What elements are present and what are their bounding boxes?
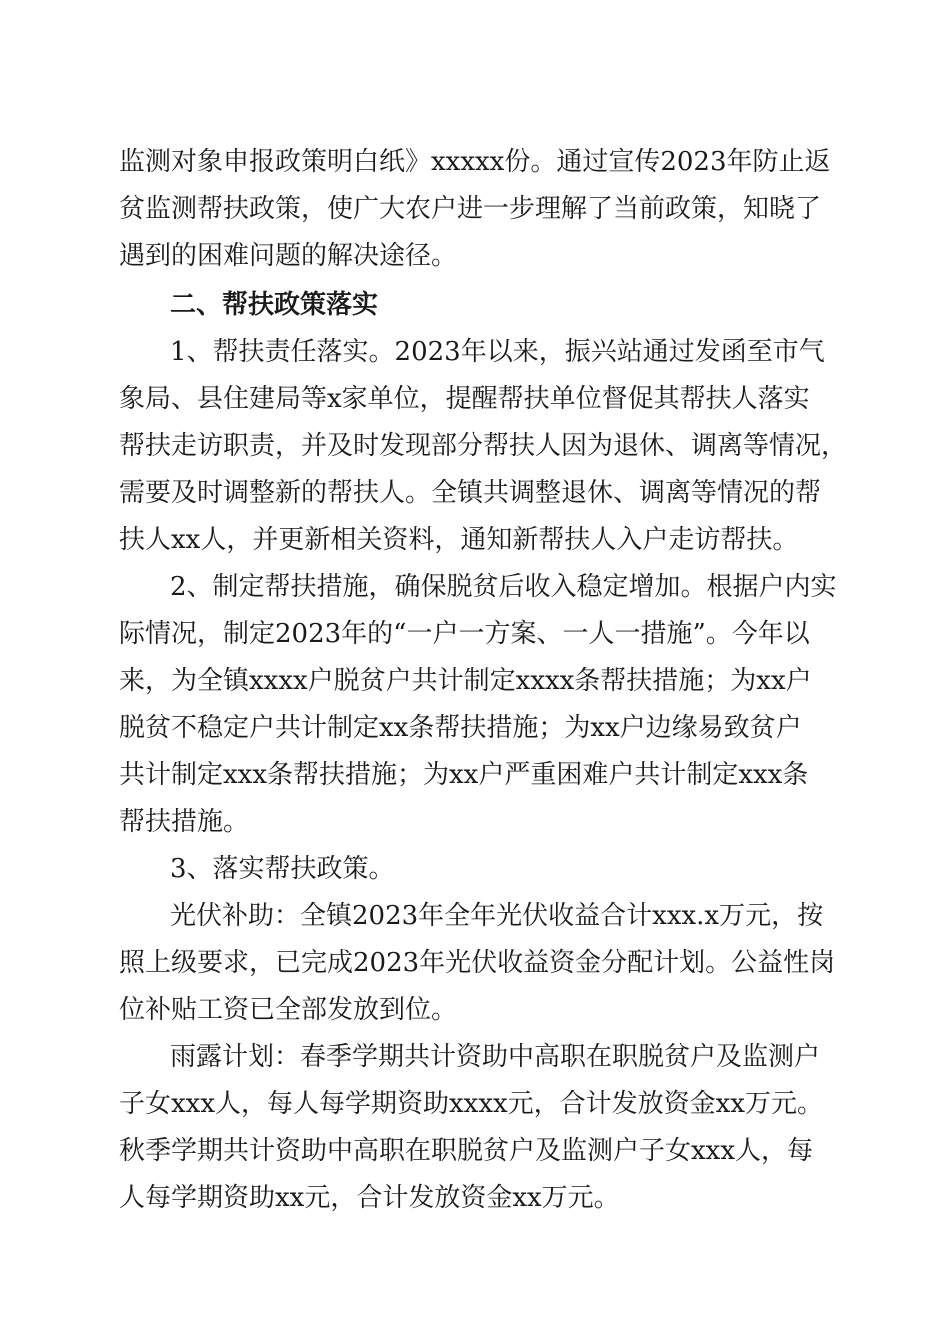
- body-line-text: 雨露计划：春季学期共计资助中高职在职脱贫户及监测户: [170, 1042, 821, 1072]
- body-line-text: 秋季学期共计资助中高职在职脱贫户及监测户子女xxx人，每: [119, 1136, 813, 1166]
- body-line-text: 贫监测帮扶政策，使广大农户进一步理解了当前政策，知晓了: [119, 194, 822, 224]
- body-line-text: 位补贴工资已全部发放到位。: [119, 995, 458, 1025]
- body-line-text: 照上级要求，已完成2023年光伏收益资金分配计划。公益性岗: [119, 948, 836, 978]
- section-heading-text: 二、帮扶政策落实: [170, 290, 379, 320]
- body-line: [0, 517, 950, 563]
- body-line: [0, 752, 950, 798]
- body-line-text: 共计制定xxx条帮扶措施；为xx户严重困难户共计制定xxx条: [119, 760, 809, 790]
- body-line-text: 2、制定帮扶措施，确保脱贫后收入稳定增加。根据户内实: [170, 572, 837, 602]
- body-line: [0, 233, 950, 279]
- body-line: [0, 186, 950, 232]
- body-line: [0, 139, 950, 185]
- body-line: [0, 1128, 950, 1174]
- body-line: [0, 799, 950, 845]
- body-line: [0, 987, 950, 1033]
- body-line-text: 脱贫不稳定户共计制定xx条帮扶措施；为xx户边缘易致贫户: [119, 713, 802, 743]
- body-line: [0, 376, 950, 422]
- body-line-text: 人每学期资助xx元，合计发放资金xx万元。: [119, 1183, 620, 1213]
- body-line-text: 需要及时调整新的帮扶人。全镇共调整退休、调离等情况的帮: [119, 478, 822, 508]
- body-line-text: 扶人xx人，并更新相关资料，通知新帮扶人入户走访帮扶。: [119, 525, 799, 555]
- body-line-text: 来，为全镇xxxx户脱贫户共计制定xxxx条帮扶措施；为xx户: [119, 666, 812, 696]
- body-line: [0, 940, 950, 986]
- body-line-text: 象局、县住建局等x家单位，提醒帮扶单位督促其帮扶人落实: [119, 384, 810, 414]
- body-line: [0, 705, 950, 751]
- body-line-text: 帮扶措施。: [119, 807, 250, 837]
- body-line-text: 际情况，制定2023年的“一户一方案、一人一措施”。今年以: [119, 619, 810, 649]
- body-line: [0, 1034, 950, 1080]
- section-heading: [0, 282, 950, 328]
- body-line: [0, 658, 950, 704]
- body-line-text: 帮扶走访职责，并及时发现部分帮扶人因为退休、调离等情况，: [119, 431, 848, 461]
- body-line: [0, 1175, 950, 1221]
- body-line: [0, 470, 950, 516]
- body-line-text: 遇到的困难问题的解决途径。: [119, 241, 458, 271]
- body-line: [0, 564, 950, 610]
- body-line-text: 1、帮扶责任落实。2023年以来，振兴站通过发函至市气: [170, 337, 825, 367]
- body-line-text: 子女xxx人，每人每学期资助xxxx元，合计发放资金xx万元。: [119, 1089, 823, 1119]
- body-line-text: 监测对象申报政策明白纸》xxxxx份。通过宣传2023年防止返: [119, 147, 831, 177]
- body-line: [0, 846, 950, 892]
- body-line: [0, 1081, 950, 1127]
- body-line: [0, 423, 950, 469]
- body-line: [0, 893, 950, 939]
- body-line-text: 光伏补助：全镇2023年全年光伏收益合计xxx.x万元，按: [170, 901, 824, 931]
- body-line: [0, 611, 950, 657]
- body-line: [0, 329, 950, 375]
- body-line-text: 3、落实帮扶政策。: [170, 854, 395, 884]
